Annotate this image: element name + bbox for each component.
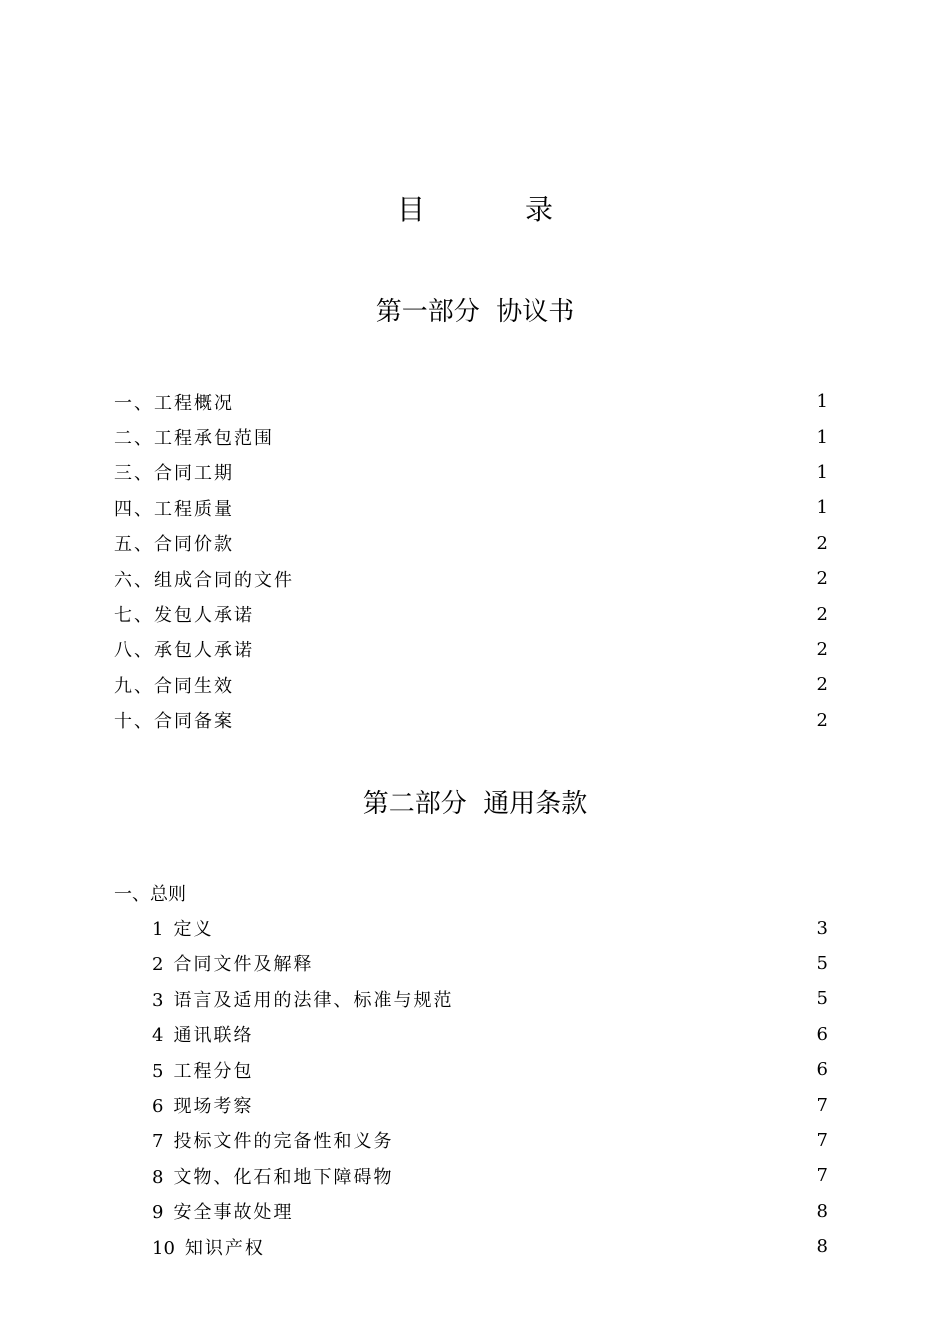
- toc-entry-number: 3: [152, 989, 164, 1011]
- toc-entry-label: 通讯联络: [173, 1025, 254, 1047]
- toc-entry-page: 7: [816, 1129, 828, 1151]
- toc-entry[interactable]: [114, 910, 828, 945]
- page-title: 目 录: [396, 193, 589, 226]
- toc-entry-page: 1: [816, 426, 828, 448]
- toc-entry-label: 知识产权: [184, 1237, 265, 1259]
- toc-entry-number: 2: [152, 954, 164, 976]
- part2-title: 第二部分 通用条款: [362, 789, 588, 819]
- toc-entry[interactable]: [114, 703, 828, 738]
- toc-entry-page: 5: [816, 952, 828, 974]
- toc-entry[interactable]: [114, 1158, 828, 1193]
- toc-entry-label: 四、工程质量: [114, 498, 234, 520]
- toc-entry[interactable]: [114, 526, 828, 561]
- toc-entry-page: 7: [816, 1165, 828, 1187]
- toc-entry-number: 1: [152, 919, 164, 941]
- toc-entry-page: 7: [816, 1094, 828, 1116]
- part2-toc: [114, 875, 828, 1264]
- toc-entry[interactable]: [114, 419, 828, 454]
- toc-entry[interactable]: [114, 1087, 828, 1122]
- toc-entry-page: 2: [816, 568, 828, 590]
- toc-entry[interactable]: [114, 1194, 828, 1229]
- toc-entry-label: 九、合同生效: [114, 675, 234, 697]
- toc-entry[interactable]: [114, 596, 828, 631]
- toc-entry[interactable]: [114, 1017, 828, 1052]
- toc-entry-label: 五、合同价款: [114, 534, 234, 556]
- toc-entry-label: 三、合同工期: [114, 463, 234, 485]
- toc-entry-label: 一、工程概况: [114, 392, 234, 414]
- toc-entry-label: 投标文件的完备性和义务: [173, 1131, 394, 1153]
- toc-entry-label: 语言及适用的法律、标准与规范: [173, 989, 454, 1011]
- toc-entry-number: 5: [152, 1060, 164, 1082]
- toc-entry[interactable]: [114, 1052, 828, 1087]
- toc-entry-page: 2: [816, 532, 828, 554]
- toc-entry-number: 7: [152, 1131, 164, 1153]
- part1-toc: [114, 384, 828, 738]
- toc-entry-label: 安全事故处理: [173, 1202, 294, 1224]
- toc-entry-number: 10: [152, 1237, 175, 1259]
- toc-entry-label: 八、承包人承诺: [114, 640, 254, 662]
- toc-entry-number: 8: [152, 1166, 164, 1188]
- toc-entry-label: 文物、化石和地下障碍物: [173, 1166, 394, 1188]
- toc-entry[interactable]: [114, 981, 828, 1016]
- toc-entry[interactable]: [114, 490, 828, 525]
- toc-entry-page: 6: [816, 1059, 828, 1081]
- toc-entry-label: 十、合同备案: [114, 711, 234, 733]
- toc-entry[interactable]: [114, 384, 828, 419]
- toc-entry-label: 现场考察: [173, 1096, 254, 1118]
- toc-entry-page: 1: [816, 461, 828, 483]
- toc-entry[interactable]: [114, 667, 828, 702]
- toc-entry[interactable]: [114, 632, 828, 667]
- toc-entry-page: 5: [816, 988, 828, 1010]
- toc-entry-label: 六、组成合同的文件: [114, 569, 294, 591]
- toc-entry-label: 二、工程承包范围: [114, 428, 274, 450]
- toc-entry-page: 1: [816, 497, 828, 519]
- part1-title: 第一部分 协议书: [375, 297, 575, 327]
- toc-entry[interactable]: [114, 946, 828, 981]
- toc-entry-page: 2: [816, 709, 828, 731]
- toc-entry[interactable]: [114, 1229, 828, 1264]
- toc-entry-label: 工程分包: [173, 1060, 254, 1082]
- toc-entry-page: 2: [816, 638, 828, 660]
- toc-entry-number: 6: [152, 1096, 164, 1118]
- toc-entry-page: 2: [816, 603, 828, 625]
- toc-entry-label: 定义: [173, 919, 214, 941]
- toc-entry-number: 9: [152, 1202, 164, 1224]
- toc-entry-page: 8: [816, 1200, 828, 1222]
- toc-entry-page: 6: [816, 1023, 828, 1045]
- toc-entry-page: 1: [816, 391, 828, 413]
- toc-entry-number: 4: [152, 1025, 164, 1047]
- toc-entry[interactable]: [114, 455, 828, 490]
- toc-entry-page: 8: [816, 1236, 828, 1258]
- toc-entry[interactable]: [114, 561, 828, 596]
- toc-entry-label: 合同文件及解释: [173, 954, 314, 976]
- section-heading[interactable]: 一、总则: [114, 883, 186, 905]
- toc-entry-page: 2: [816, 674, 828, 696]
- toc-entry-page: 3: [816, 917, 828, 939]
- toc-entry-label: 七、发包人承诺: [114, 605, 254, 627]
- toc-entry[interactable]: [114, 1123, 828, 1158]
